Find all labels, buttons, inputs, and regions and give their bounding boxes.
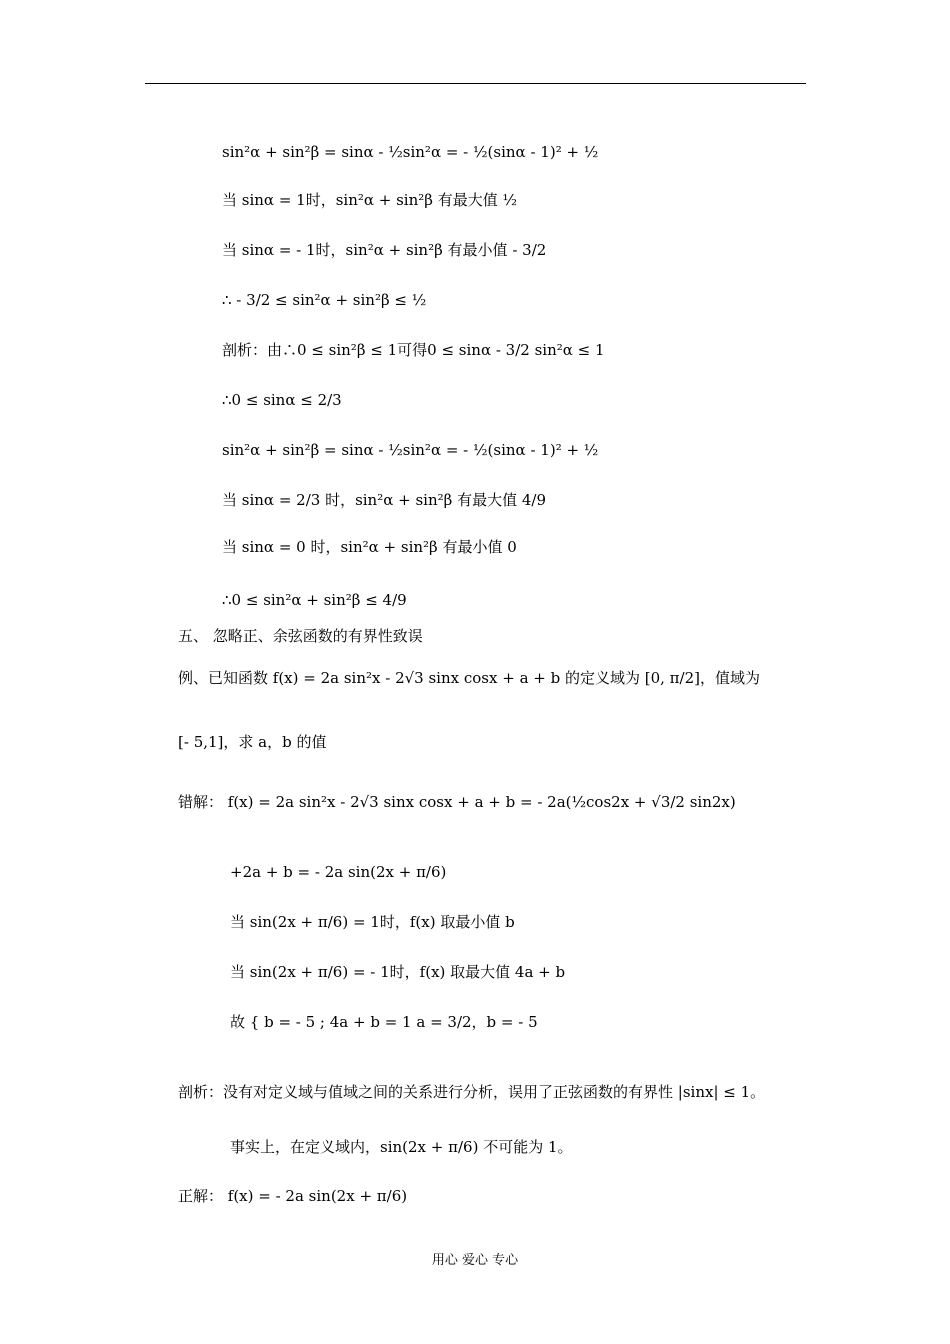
math-line-4: ∴ - 3/2 ≤ sin²α + sin²β ≤ ½ — [222, 291, 427, 309]
math-line-12: 例、已知函数 f(x) = 2a sin²x - 2√3 sinx cosx + a + b 的定义域为 [0, π/2]，值域为 — [178, 669, 760, 687]
math-line-10: ∴0 ≤ sin²α + sin²β ≤ 4/9 — [222, 591, 407, 609]
math-line-14: 错解： f(x) = 2a sin²x - 2√3 sinx cosx + a + b = - 2a(½cos2x + √3/2 sin2x) — [178, 793, 736, 811]
math-line-15: +2a + b = - 2a sin(2x + π/6) — [230, 863, 447, 881]
math-line-7: sin²α + sin²β = sinα - ½sin²α = - ½(sinα - 1)² + ½ — [222, 441, 599, 459]
page-footer: 用心 爱心 专心 — [431, 1253, 519, 1268]
math-line-1: sin²α + sin²β = sinα - ½sin²α = - ½(sinα - 1)² + ½ — [222, 143, 599, 161]
math-line-17: 当 sin(2x + π/6) = - 1时，f(x) 取最大值 4a + b — [230, 963, 566, 981]
math-line-11: 五、 忽略正、余弦函数的有界性致误 — [178, 627, 423, 645]
math-line-19: 剖析：没有对定义域与值域之间的关系进行分析，误用了正弦函数的有界性 |sinx| ≤ 1。 — [178, 1083, 766, 1101]
math-line-3: 当 sinα = - 1时，sin²α + sin²β 有最小值 - 3/2 — [222, 241, 547, 259]
math-line-9: 当 sinα = 0 时，sin²α + sin²β 有最小值 0 — [222, 538, 517, 556]
math-line-2: 当 sinα = 1时，sin²α + sin²β 有最大值 ½ — [222, 191, 518, 209]
math-line-13: [- 5,1]，求 a，b 的值 — [178, 733, 327, 751]
header-rule — [145, 83, 806, 84]
math-line-18: 故 { b = - 5 ; 4a + b = 1 a = 3/2，b = - 5 — [230, 1013, 538, 1031]
math-line-5: 剖析：由∴0 ≤ sin²β ≤ 1可得0 ≤ sinα - 3/2 sin²α ≤ 1 — [222, 341, 605, 359]
math-line-20: 事实上，在定义域内，sin(2x + π/6) 不可能为 1。 — [230, 1138, 573, 1156]
math-line-8: 当 sinα = 2/3 时，sin²α + sin²β 有最大值 4/9 — [222, 491, 546, 509]
math-line-16: 当 sin(2x + π/6) = 1时，f(x) 取最小值 b — [230, 913, 515, 931]
math-line-6: ∴0 ≤ sinα ≤ 2/3 — [222, 391, 342, 409]
math-line-21: 正解： f(x) = - 2a sin(2x + π/6) — [178, 1187, 408, 1205]
